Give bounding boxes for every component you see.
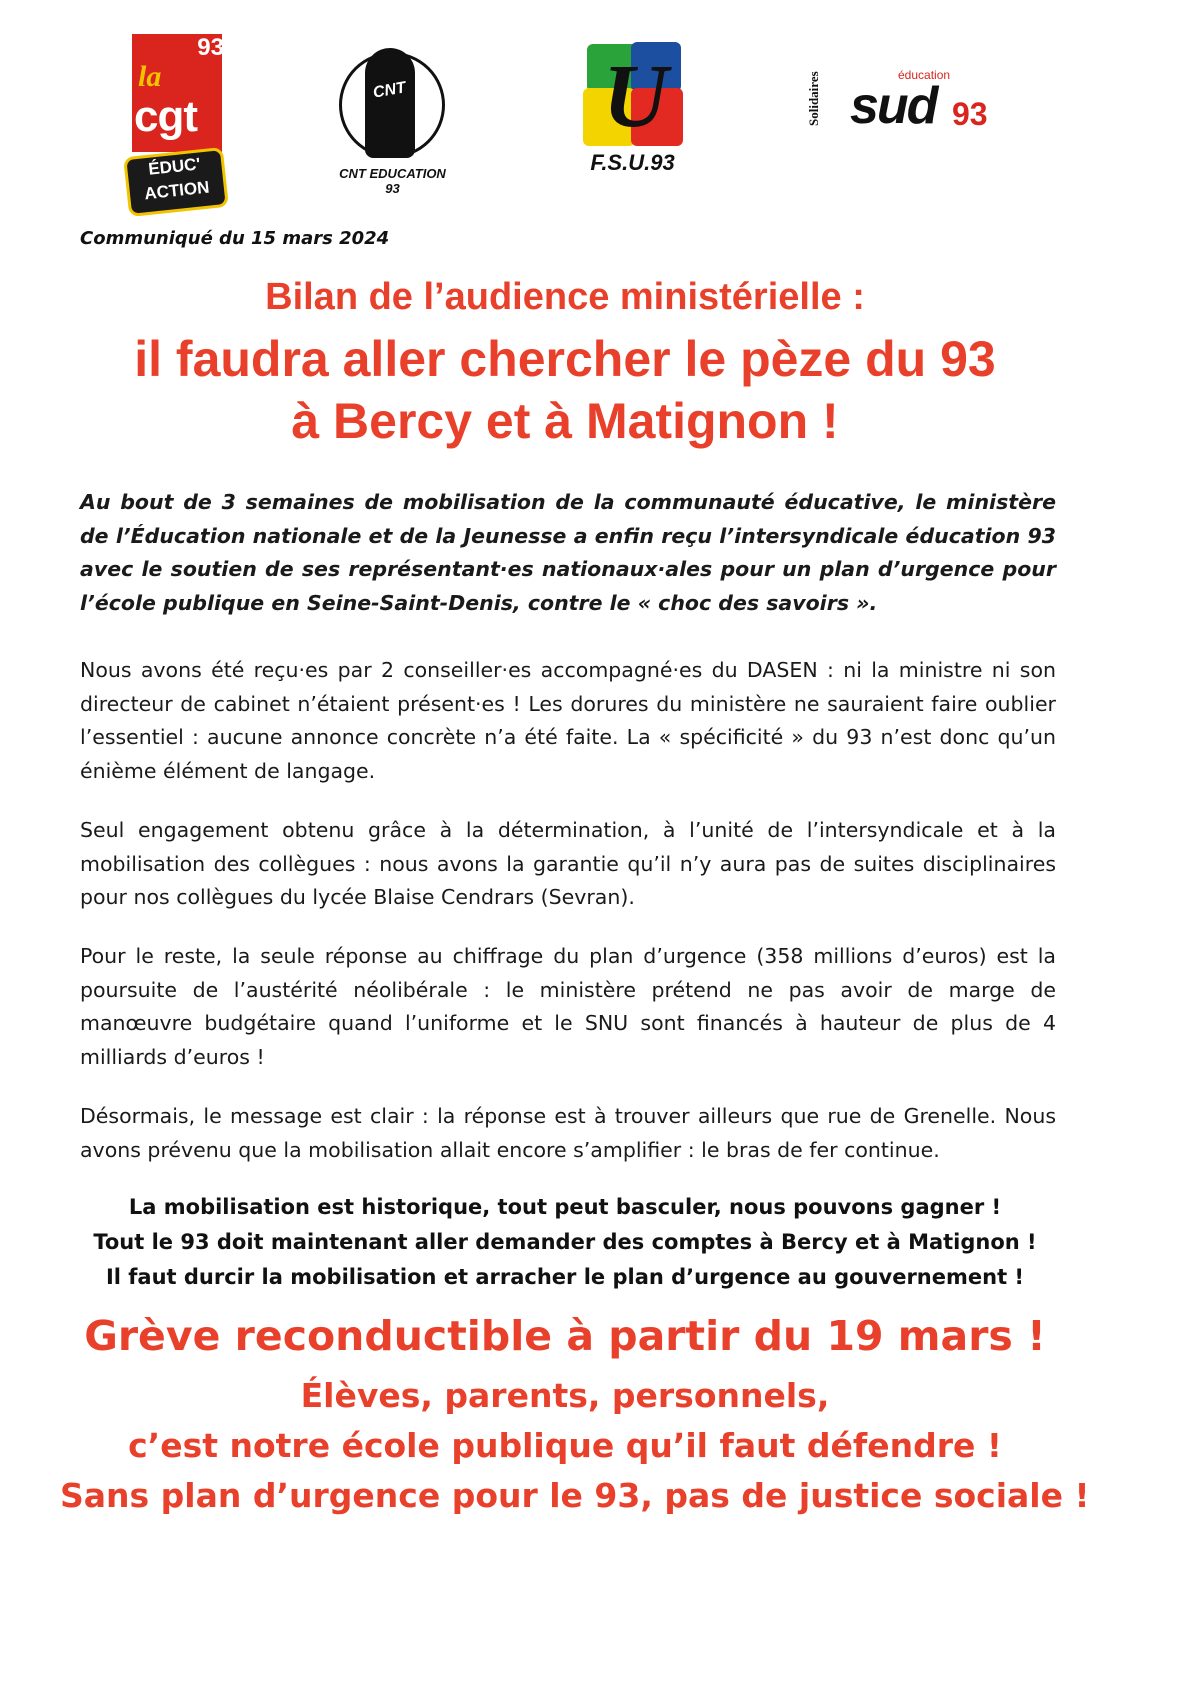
educaction-line1: ÉDUC' — [147, 154, 202, 179]
body-paragraph: Désormais, le message est clair : la réponse est à trouver ailleurs que rue de Grenelle. Nous avons prévenu que la mobilisation allait encore s’amplifier : le bras de fer continue. — [80, 1104, 1056, 1162]
call-line-1: Élèves, parents, personnels, — [300, 1376, 830, 1415]
solidaires-vertical — [806, 71, 846, 138]
body-paragraph: Pour le reste, la seule réponse au chiffrage du plan d’urgence (358 millions d’euros) est la poursuite de l’austérité néolibérale : le ministère prétend ne pas avoir de marge de manœuvre budgétaire quand l’uniforme et le SNU sont financés à hauteur de plus de 4 milliards d’euros ! — [80, 944, 1056, 1069]
title-line-1: Bilan de l’audience ministérielle : — [265, 276, 865, 318]
cnt-cat-text: CNT — [371, 79, 408, 102]
black-cat-icon — [365, 48, 415, 158]
educaction-badge — [123, 147, 229, 217]
body-paragraph: Seul engagement obtenu grâce à la détermination, à l’unité de l’intersyndicale et à la mobilisation des collègues : nous avons la garantie qu’il n’y aura pas de suites disciplinaires pour nos collègues du lycée Blaise Cendrars (Sevran). — [80, 818, 1056, 909]
call-line-3: Sans plan d’urgence pour le 93, pas de justice sociale ! — [60, 1476, 1090, 1515]
sud-education-text: éducation — [898, 68, 951, 82]
cnt-label: CNT EDUCATION 93 — [339, 166, 446, 196]
fsu-letter: U — [603, 47, 668, 146]
title-line-3: à Bercy et à Matignon ! — [291, 393, 839, 449]
fsu-logo — [575, 34, 690, 184]
fsu-label: F.S.U.93 — [590, 150, 675, 175]
logo-bar — [0, 28, 1190, 218]
emphasis-block — [60, 1190, 1070, 1295]
strike-announcement: Grève reconductible à partir du 19 mars ! — [84, 1312, 1046, 1360]
cgt-number: 93 — [197, 34, 224, 61]
sud-education-logo — [806, 68, 1008, 148]
call-line-2: c’est notre école publique qu’il faut défendre ! — [128, 1426, 1002, 1465]
sud-wordmark: sud — [850, 77, 937, 135]
lead-paragraph: Au bout de 3 semaines de mobilisation de la communauté éducative, le ministère de l’Éducation nationale et de la Jeunesse a enfin reçu l’intersyndicale éducation 93 avec le soutien de ses représentant·es nationaux·ales pour un plan d’urgence pour l’école publique en Seine-Saint-Denis, contre le « choc des savoirs ». — [80, 490, 1056, 615]
title-line-2: il faudra aller chercher le pèze du 93 — [134, 331, 996, 387]
body-paragraph: Nous avons été reçu·es par 2 conseiller·es accompagné·es du DASEN : ni la ministre ni son directeur de cabinet n’étaient présent·es ! Les dorures du ministère ne sauraient faire oublier l’essentiel : aucune annonce concrète n’a été faite. La « spécificité » du 93 n’est donc qu’un énième élément de langage. — [80, 658, 1056, 783]
emphasis-line: Tout le 93 doit maintenant aller demander des comptes à Bercy et à Matignon ! — [93, 1230, 1037, 1254]
cgt-la: la — [138, 60, 162, 93]
cgt-wordmark: cgt — [134, 92, 197, 141]
cgt-educaction-logo — [120, 34, 230, 214]
sud-number: 93 — [952, 96, 988, 132]
communique-date: Communiqué du 15 mars 2024 — [80, 228, 390, 249]
cnt-education-logo — [335, 38, 450, 198]
emphasis-line: Il faut durcir la mobilisation et arracher le plan d’urgence au gouvernement ! — [105, 1265, 1025, 1289]
emphasis-line: La mobilisation est historique, tout peut basculer, nous pouvons gagner ! — [128, 1195, 1002, 1219]
solidaires-text: Solidaires — [806, 71, 821, 126]
educaction-line2: ACTION — [143, 177, 211, 204]
